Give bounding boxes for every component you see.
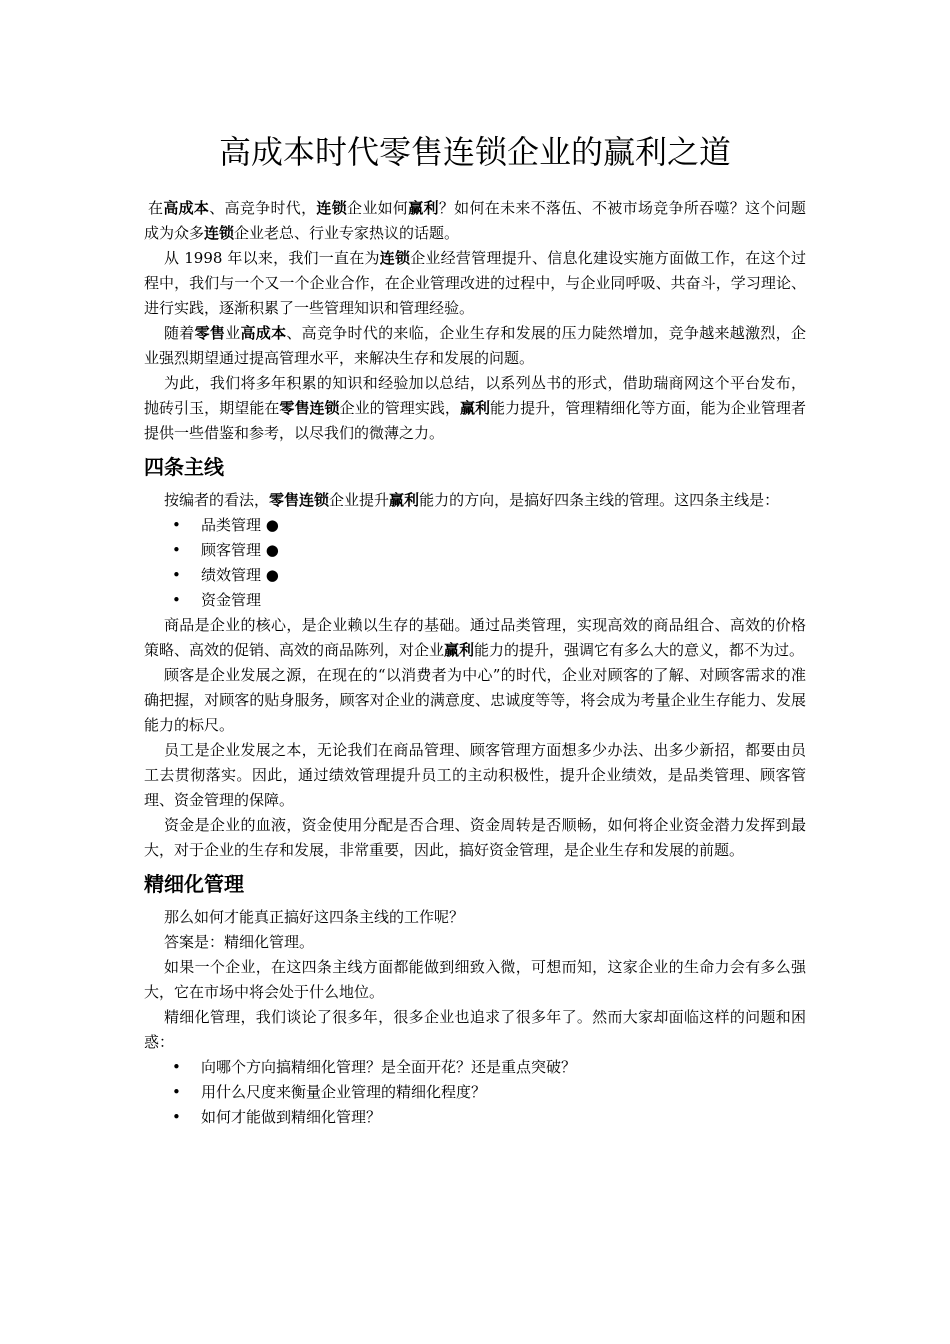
list-item (144, 1055, 806, 1080)
keyword-emphasis: 高成本 (240, 324, 287, 342)
list-item (144, 513, 806, 538)
intro-paragraph: 在高成本、高竞争时代，连锁企业如何赢利？如何在未来不落伍、不被市场竞争所吞噬？这个问题成为众多连锁企业老总、行业专家热议的话题。 (144, 199, 806, 242)
list-item-text: 绩效管理 ● (201, 566, 279, 584)
keyword-emphasis: 赢利 (408, 199, 439, 217)
list-item (144, 1080, 806, 1105)
bullet-icon: • (172, 541, 181, 559)
keyword-emphasis: 连锁 (204, 224, 235, 242)
list-item-text: 资金管理 (201, 591, 262, 609)
intro-paragraph: 随着零售业高成本、高竞争时代的来临，企业生存和发展的压力陡然增加，竞争越来越激烈，企业强烈期望通过提高管理水平，来解决生存和发展的问题。 (144, 324, 806, 367)
bullet-icon: • (172, 1108, 181, 1126)
bullet-icon: • (172, 566, 181, 584)
main-lines-list (144, 513, 806, 613)
bullet-icon: • (172, 516, 181, 534)
bullet-icon: • (172, 591, 181, 609)
list-item-text: 用什么尺度来衡量企业管理的精细化程度？ (201, 1083, 487, 1101)
keyword-emphasis: 零售连锁 (279, 399, 340, 417)
keyword-emphasis: 赢利 (459, 399, 491, 417)
list-item (144, 563, 806, 588)
body-paragraph: 精细化管理，我们谈论了很多年，很多企业也追求了很多年了。然而大家却面临这样的问题和困惑： (144, 1008, 806, 1051)
body-paragraph: 那么如何才能真正搞好这四条主线的工作呢？ (164, 908, 465, 926)
keyword-emphasis: 零售 (194, 324, 226, 342)
body-paragraph: 商品是企业的核心，是企业赖以生存的基础。通过品类管理，实现高效的商品组合、高效的价格策略、高效的促销、高效的商品陈列，对企业赢利能力的提升，强调它有多么大的意义，都不为过。 (144, 616, 806, 659)
list-item-text: 品类管理 ● (201, 516, 279, 534)
keyword-emphasis: 高成本 (163, 199, 210, 217)
keyword-emphasis: 连锁 (379, 249, 411, 267)
intro-section (144, 196, 806, 446)
document-title: 高成本时代零售连锁企业的赢利之道 (218, 133, 731, 171)
section-heading: 精细化管理 (144, 872, 244, 896)
list-item (144, 588, 806, 613)
list-item-text: 向哪个方向搞精细化管理？是全面开花？还是重点突破？ (201, 1058, 577, 1076)
list-item-text: 如何才能做到精细化管理？ (201, 1108, 382, 1126)
body-paragraph: 员工是企业发展之本，无论我们在商品管理、顾客管理方面想多少办法、出多少新招，都要由员工去贯彻落实。因此，通过绩效管理提升员工的主动积极性，提升企业绩效，是品类管理、顾客管理、资金管理的保障。 (144, 741, 806, 809)
keyword-emphasis: 连锁 (316, 199, 348, 217)
body-paragraph: 资金是企业的血液，资金使用分配是否合理、资金周转是否顺畅，如何将企业资金潜力发挥到最大，对于企业的生存和发展，非常重要，因此，搞好资金管理，是企业生存和发展的前题。 (144, 816, 806, 859)
list-item (144, 538, 806, 563)
bullet-icon: • (172, 1058, 181, 1076)
questions-list (144, 1055, 806, 1130)
section-lead: 按编者的看法，零售连锁企业提升赢利能力的方向，是搞好四条主线的管理。这四条主线是： (164, 491, 780, 509)
keyword-emphasis: 赢利 (389, 491, 420, 509)
keyword-emphasis: 零售连锁 (269, 491, 330, 509)
keyword-emphasis: 赢利 (444, 641, 475, 659)
intro-paragraph: 为此，我们将多年积累的知识和经验加以总结，以系列丛书的形式，借助瑞商网这个平台发布，抛砖引玉，期望能在零售连锁企业的管理实践，赢利能力提升，管理精细化等方面，能为企业管理者提供一些借鉴和参考，以尽我们的微薄之力。 (144, 374, 806, 442)
list-item-text: 顾客管理 ● (201, 541, 279, 559)
list-item (144, 1105, 806, 1130)
body-paragraph: 如果一个企业，在这四条主线方面都能做到细致入微，可想而知，这家企业的生命力会有多么强大，它在市场中将会处于什么地位。 (144, 958, 806, 1001)
document-body (144, 196, 806, 1130)
intro-paragraph: 从 1998 年以来，我们一直在为连锁企业经营管理提升、信息化建设实施方面做工作，在这个过程中，我们与一个又一个企业合作，在企业管理改进的过程中，与企业同呼吸、共奋斗，学习理论、进行实践，逐渐积累了一些管理知识和管理经验。 (144, 249, 806, 317)
section-heading: 四条主线 (144, 455, 224, 479)
body-paragraph: 顾客是企业发展之源，在现在的“以消费者为中心”的时代，企业对顾客的了解、对顾客需求的准确把握，对顾客的贴身服务，顾客对企业的满意度、忠诚度等等，将会成为考量企业生存能力、发展能力的标尺。 (144, 666, 806, 734)
bullet-icon: • (172, 1083, 181, 1101)
body-paragraph: 答案是：精细化管理。 (164, 933, 315, 951)
